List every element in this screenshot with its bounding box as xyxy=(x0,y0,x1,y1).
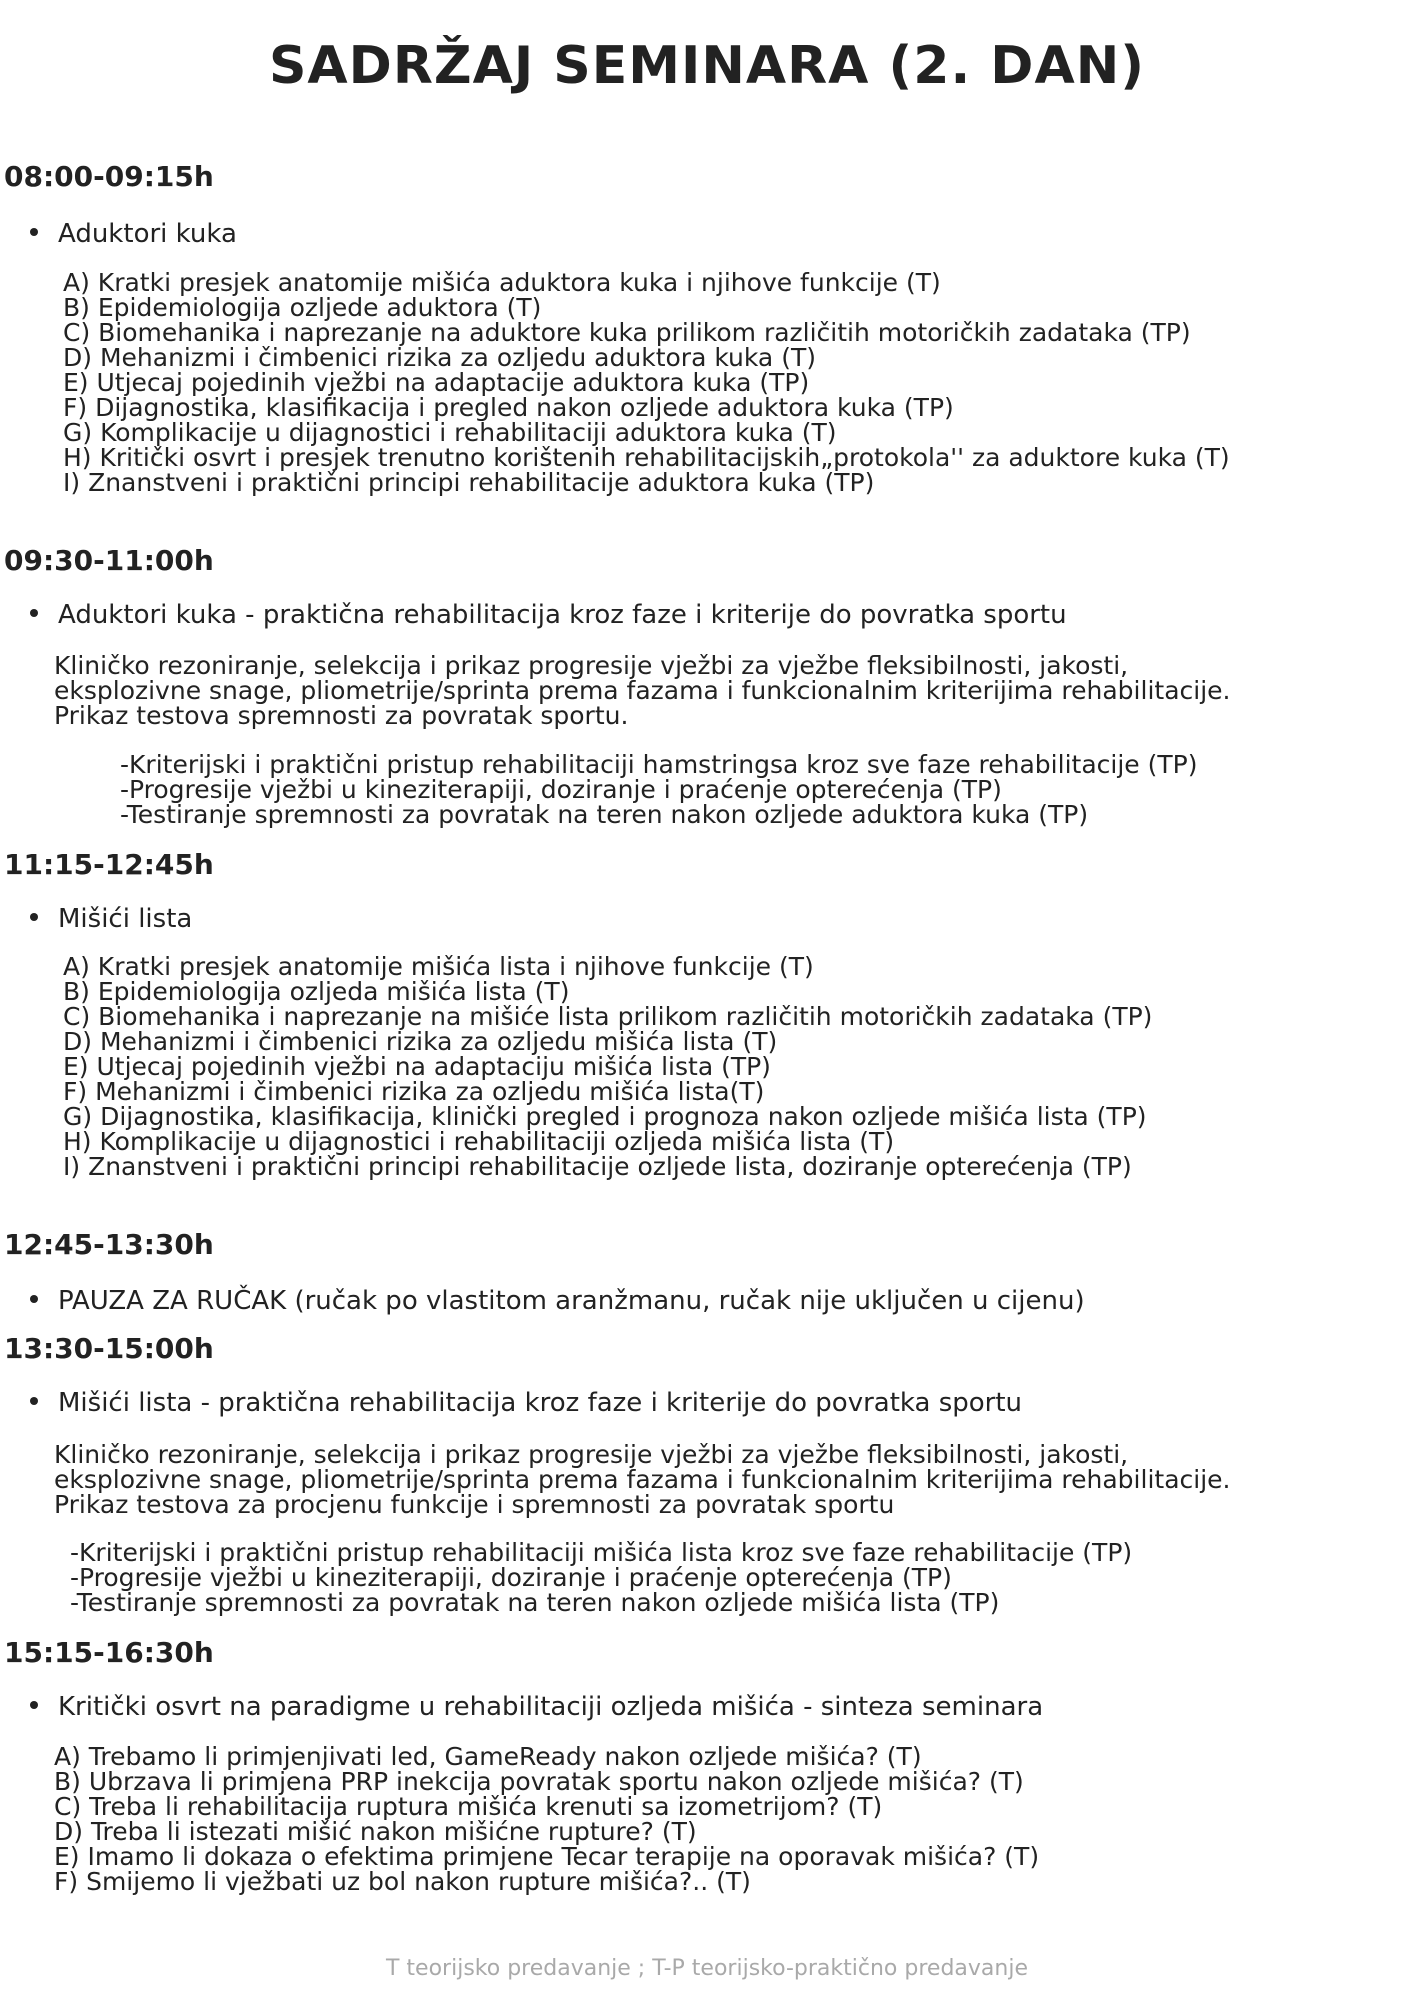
time-slot-2: 09:30-11:00h xyxy=(4,544,214,577)
list-item: E) Utjecaj pojedinih vježbi na adaptaciju mišića lista (TP) xyxy=(63,1052,771,1081)
list-item: C) Treba li rehabilitacija ruptura mišića krenuti sa izometrijom? (T) xyxy=(54,1792,883,1821)
bullet-icon xyxy=(30,1295,38,1303)
list-item: A) Kratki presjek anatomije mišića lista i njihove funkcije (T) xyxy=(63,952,814,981)
list-item: -Progresije vježbi u kineziterapiji, doziranje i praćenje opterećenja (TP) xyxy=(120,775,1002,804)
time-slot-3: 11:15-12:45h xyxy=(4,848,214,881)
session-description-5: Kliničko rezoniranje, selekcija i prikaz progresije vježbi za vježbe fleksibilnosti, jakosti, eksplozivne snage, pliometrije/sprinta prema fazama i funkcionalnim kriterijima rehabilitacije. Prikaz testova za procjenu funkcije i spremnosti za povratak sportu xyxy=(54,1440,1231,1519)
list-item: B) Epidemiologija ozljeda mišića lista (T) xyxy=(63,977,570,1006)
footer-legend: T teorijsko predavanje ; T-P teorijsko-praktično predavanje xyxy=(386,1956,1028,1981)
bullet-icon xyxy=(30,609,38,617)
list-item: A) Kratki presjek anatomije mišića aduktora kuka i njihove funkcije (T) xyxy=(63,268,941,297)
session-items-2 xyxy=(120,752,1197,827)
session-description-2: Kliničko rezoniranje, selekcija i prikaz progresije vježbi za vježbe fleksibilnosti, jakosti, eksplozivne snage, pliometrije/sprinta prema fazama i funkcionalnim kriterijima rehabilitacije. Prikaz testova spremnosti za povratak sportu. xyxy=(54,651,1231,730)
list-item: E) Utjecaj pojedinih vježbi na adaptacije aduktora kuka (TP) xyxy=(63,368,810,397)
list-item: D) Mehanizmi i čimbenici rizika za ozljedu aduktora kuka (T) xyxy=(63,343,816,372)
list-item: H) Kritički osvrt i presjek trenutno korištenih rehabilitacijskih„protokola'' za aduktore kuka (T) xyxy=(63,443,1230,472)
list-item: C) Biomehanika i naprezanje na aduktore kuka prilikom različitih motoričkih zadataka (TP) xyxy=(63,318,1191,347)
list-item: F) Mehanizmi i čimbenici rizika za ozljedu mišića lista(T) xyxy=(63,1077,765,1106)
list-item: I) Znanstveni i praktični principi rehabilitacije aduktora kuka (TP) xyxy=(63,468,875,497)
list-item: G) Dijagnostika, klasifikacija, klinički pregled i prognoza nakon ozljede mišića lista (TP) xyxy=(63,1102,1147,1131)
bullet-icon xyxy=(30,1397,38,1405)
list-item: H) Komplikacije u dijagnostici i rehabilitaciji ozljeda mišića lista (T) xyxy=(63,1127,895,1156)
list-item: -Kriterijski i praktični pristup rehabilitaciji mišića lista kroz sve faze rehabilitacije (TP) xyxy=(70,1538,1133,1567)
list-item: I) Znanstveni i praktični principi rehabilitacije ozljede lista, doziranje opterećenja (TP) xyxy=(63,1152,1132,1181)
session-items-1 xyxy=(63,270,1230,495)
list-item: F) Smijemo li vježbati uz bol nakon rupture mišića?.. (T) xyxy=(54,1867,751,1896)
session-topic-6: Kritički osvrt na paradigme u rehabilitaciji ozljeda mišića - sinteza seminara xyxy=(22,1692,1043,1722)
page-title: SADRŽAJ SEMINARA (2. DAN) xyxy=(268,36,1146,96)
list-item: -Progresije vježbi u kineziterapiji, doziranje i praćenje opterećenja (TP) xyxy=(70,1563,952,1592)
bullet-icon xyxy=(30,913,38,921)
session-items-5 xyxy=(70,1540,1132,1615)
list-item: -Kriterijski i praktični pristup rehabilitaciji hamstringsa kroz sve faze rehabilitacije (TP) xyxy=(120,750,1198,779)
time-slot-6: 15:15-16:30h xyxy=(4,1636,214,1669)
list-item: D) Mehanizmi i čimbenici rizika za ozljedu mišića lista (T) xyxy=(63,1027,778,1056)
list-item: A) Trebamo li primjenjivati led, GameReady nakon ozljede mišića? (T) xyxy=(54,1742,922,1771)
bullet-icon xyxy=(30,228,38,236)
bullet-icon xyxy=(30,1701,38,1709)
session-topic-3: Mišići lista xyxy=(22,904,192,934)
time-slot-4: 12:45-13:30h xyxy=(4,1228,214,1261)
session-topic-1: Aduktori kuka xyxy=(22,219,237,249)
session-topic-2: Aduktori kuka - praktična rehabilitacija kroz faze i kriterije do povratka sportu xyxy=(22,600,1067,630)
session-items-3 xyxy=(63,954,1152,1179)
time-slot-5: 13:30-15:00h xyxy=(4,1332,214,1365)
list-item: -Testiranje spremnosti za povratak na teren nakon ozljede mišića lista (TP) xyxy=(70,1588,1000,1617)
list-item: B) Epidemiologija ozljede aduktora (T) xyxy=(63,293,542,322)
list-item: B) Ubrzava li primjena PRP inekcija povratak sportu nakon ozljede mišića? (T) xyxy=(54,1767,1024,1796)
list-item: G) Komplikacije u dijagnostici i rehabilitaciji aduktora kuka (T) xyxy=(63,418,837,447)
list-item: E) Imamo li dokaza o efektima primjene Tecar terapije na oporavak mišića? (T) xyxy=(54,1842,1040,1871)
time-slot-1: 08:00-09:15h xyxy=(4,160,214,193)
session-topic-5: Mišići lista - praktična rehabilitacija kroz faze i kriterije do povratka sportu xyxy=(22,1388,1022,1418)
session-topic-4: PAUZA ZA RUČAK (ručak po vlastitom aranžmanu, ručak nije uključen u cijenu) xyxy=(22,1286,1085,1316)
list-item: D) Treba li istezati mišić nakon mišićne rupture? (T) xyxy=(54,1817,697,1846)
list-item: F) Dijagnostika, klasifikacija i pregled nakon ozljede aduktora kuka (TP) xyxy=(63,393,954,422)
list-item: C) Biomehanika i naprezanje na mišiće lista prilikom različitih motoričkih zadataka (TP) xyxy=(63,1002,1153,1031)
session-items-6 xyxy=(54,1744,1039,1894)
list-item: -Testiranje spremnosti za povratak na teren nakon ozljede aduktora kuka (TP) xyxy=(120,800,1089,829)
